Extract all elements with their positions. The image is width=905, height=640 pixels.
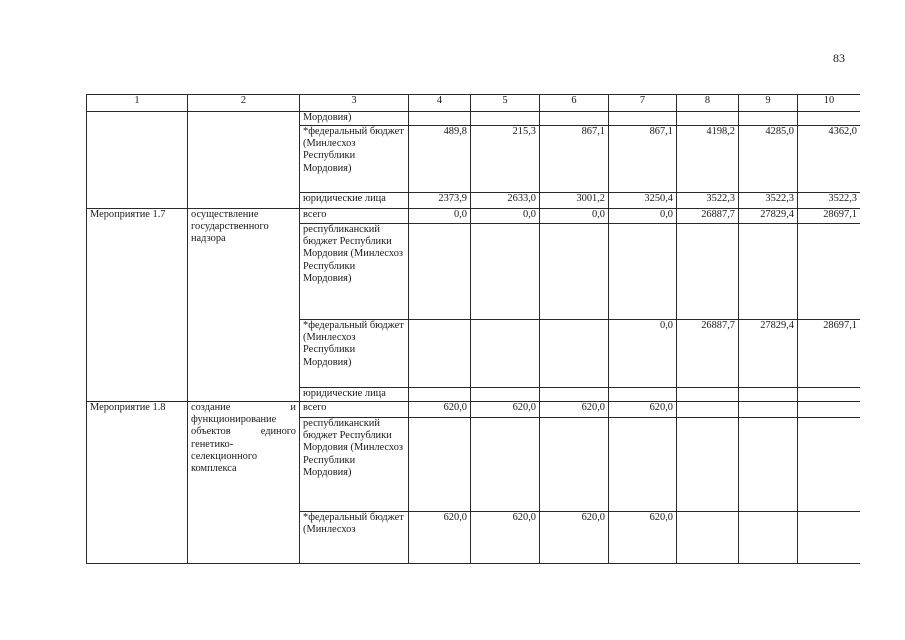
funding-source-cell: республиканский бюджет Республики Мордовия (Минлесхоз Республики Мордовия): [300, 224, 409, 320]
value-cell: [798, 402, 861, 418]
funding-source-cell: *федеральный бюджет (Минлесхоз Республики Мордовия): [300, 126, 409, 193]
value-cell: [677, 512, 739, 564]
value-cell: [798, 112, 861, 126]
value-cell: [471, 112, 540, 126]
value-cell: 26887,7: [677, 209, 739, 224]
value-cell: 489,8: [409, 126, 471, 193]
value-cell: [677, 112, 739, 126]
header-cell: 3: [300, 95, 409, 112]
value-cell: 3250,4: [609, 193, 677, 209]
value-cell: 4198,2: [677, 126, 739, 193]
value-cell: [739, 112, 798, 126]
measure-name-cell: Мероприятие 1.8: [87, 402, 188, 564]
value-cell: [409, 320, 471, 388]
value-cell: 215,3: [471, 126, 540, 193]
value-cell: [540, 224, 609, 320]
measure-name-cell: [87, 112, 188, 209]
value-cell: 28697,1: [798, 320, 861, 388]
table-row: [87, 402, 861, 418]
value-cell: 620,0: [409, 512, 471, 564]
page-number: 83: [833, 51, 845, 65]
value-cell: [540, 320, 609, 388]
value-cell: 867,1: [609, 126, 677, 193]
budget-table-container: [86, 94, 860, 571]
header-cell: 2: [188, 95, 300, 112]
value-cell: [471, 320, 540, 388]
table-row: [87, 209, 861, 224]
value-cell: [409, 388, 471, 402]
value-cell: 4362,0: [798, 126, 861, 193]
value-cell: 620,0: [471, 402, 540, 418]
value-cell: 0,0: [609, 209, 677, 224]
value-cell: 2373,9: [409, 193, 471, 209]
value-cell: 0,0: [540, 209, 609, 224]
value-cell: [739, 224, 798, 320]
value-cell: 620,0: [409, 402, 471, 418]
value-cell: [798, 512, 861, 564]
value-cell: [677, 418, 739, 512]
value-cell: 27829,4: [739, 320, 798, 388]
value-cell: [798, 224, 861, 320]
measure-description-cell: осуществление государственного надзора: [188, 209, 300, 402]
funding-source-cell: *федеральный бюджет (Минлесхоз: [300, 512, 409, 564]
value-cell: [677, 224, 739, 320]
value-cell: 620,0: [540, 512, 609, 564]
value-cell: 27829,4: [739, 209, 798, 224]
value-cell: [609, 388, 677, 402]
header-cell: 1: [87, 95, 188, 112]
value-cell: 3522,3: [739, 193, 798, 209]
header-cell: 8: [677, 95, 739, 112]
value-cell: [739, 512, 798, 564]
value-cell: [739, 388, 798, 402]
funding-source-cell: республиканский бюджет Республики Мордовия (Минлесхоз Республики Мордовия): [300, 418, 409, 512]
header-row: [87, 95, 861, 112]
value-cell: 3522,3: [677, 193, 739, 209]
value-cell: [798, 388, 861, 402]
funding-source-cell: *федеральный бюджет (Минлесхоз Республики Мордовия): [300, 320, 409, 388]
funding-source-cell: Мордовия): [300, 112, 409, 126]
value-cell: 26887,7: [677, 320, 739, 388]
value-cell: 620,0: [540, 402, 609, 418]
funding-source-cell: юридические лица: [300, 388, 409, 402]
measure-description-cell: [188, 112, 300, 209]
header-cell: 7: [609, 95, 677, 112]
value-cell: [409, 418, 471, 512]
value-cell: 2633,0: [471, 193, 540, 209]
value-cell: [471, 388, 540, 402]
value-cell: [540, 418, 609, 512]
value-cell: [677, 388, 739, 402]
value-cell: 4285,0: [739, 126, 798, 193]
header-cell: 6: [540, 95, 609, 112]
value-cell: [409, 112, 471, 126]
value-cell: [471, 224, 540, 320]
value-cell: [609, 418, 677, 512]
value-cell: [677, 402, 739, 418]
value-cell: [609, 112, 677, 126]
header-cell: 5: [471, 95, 540, 112]
value-cell: 0,0: [609, 320, 677, 388]
value-cell: 3001,2: [540, 193, 609, 209]
header-cell: 10: [798, 95, 861, 112]
value-cell: 867,1: [540, 126, 609, 193]
value-cell: [471, 418, 540, 512]
value-cell: [739, 418, 798, 512]
value-cell: [540, 388, 609, 402]
header-cell: 9: [739, 95, 798, 112]
header-cell: 4: [409, 95, 471, 112]
value-cell: 3522,3: [798, 193, 861, 209]
value-cell: [409, 224, 471, 320]
measure-description-cell: создание и функционирование объектов единого генетико-селекционного комплекса: [188, 402, 300, 564]
value-cell: 620,0: [609, 402, 677, 418]
funding-source-cell: юридические лица: [300, 193, 409, 209]
value-cell: [609, 224, 677, 320]
table-row: [87, 112, 861, 126]
value-cell: 0,0: [409, 209, 471, 224]
budget-table: [86, 94, 860, 564]
value-cell: [739, 402, 798, 418]
value-cell: 0,0: [471, 209, 540, 224]
value-cell: 620,0: [471, 512, 540, 564]
value-cell: 28697,1: [798, 209, 861, 224]
value-cell: [798, 418, 861, 512]
funding-source-cell: всего: [300, 402, 409, 418]
funding-source-cell: всего: [300, 209, 409, 224]
measure-name-cell: Мероприятие 1.7: [87, 209, 188, 402]
value-cell: [540, 112, 609, 126]
value-cell: 620,0: [609, 512, 677, 564]
